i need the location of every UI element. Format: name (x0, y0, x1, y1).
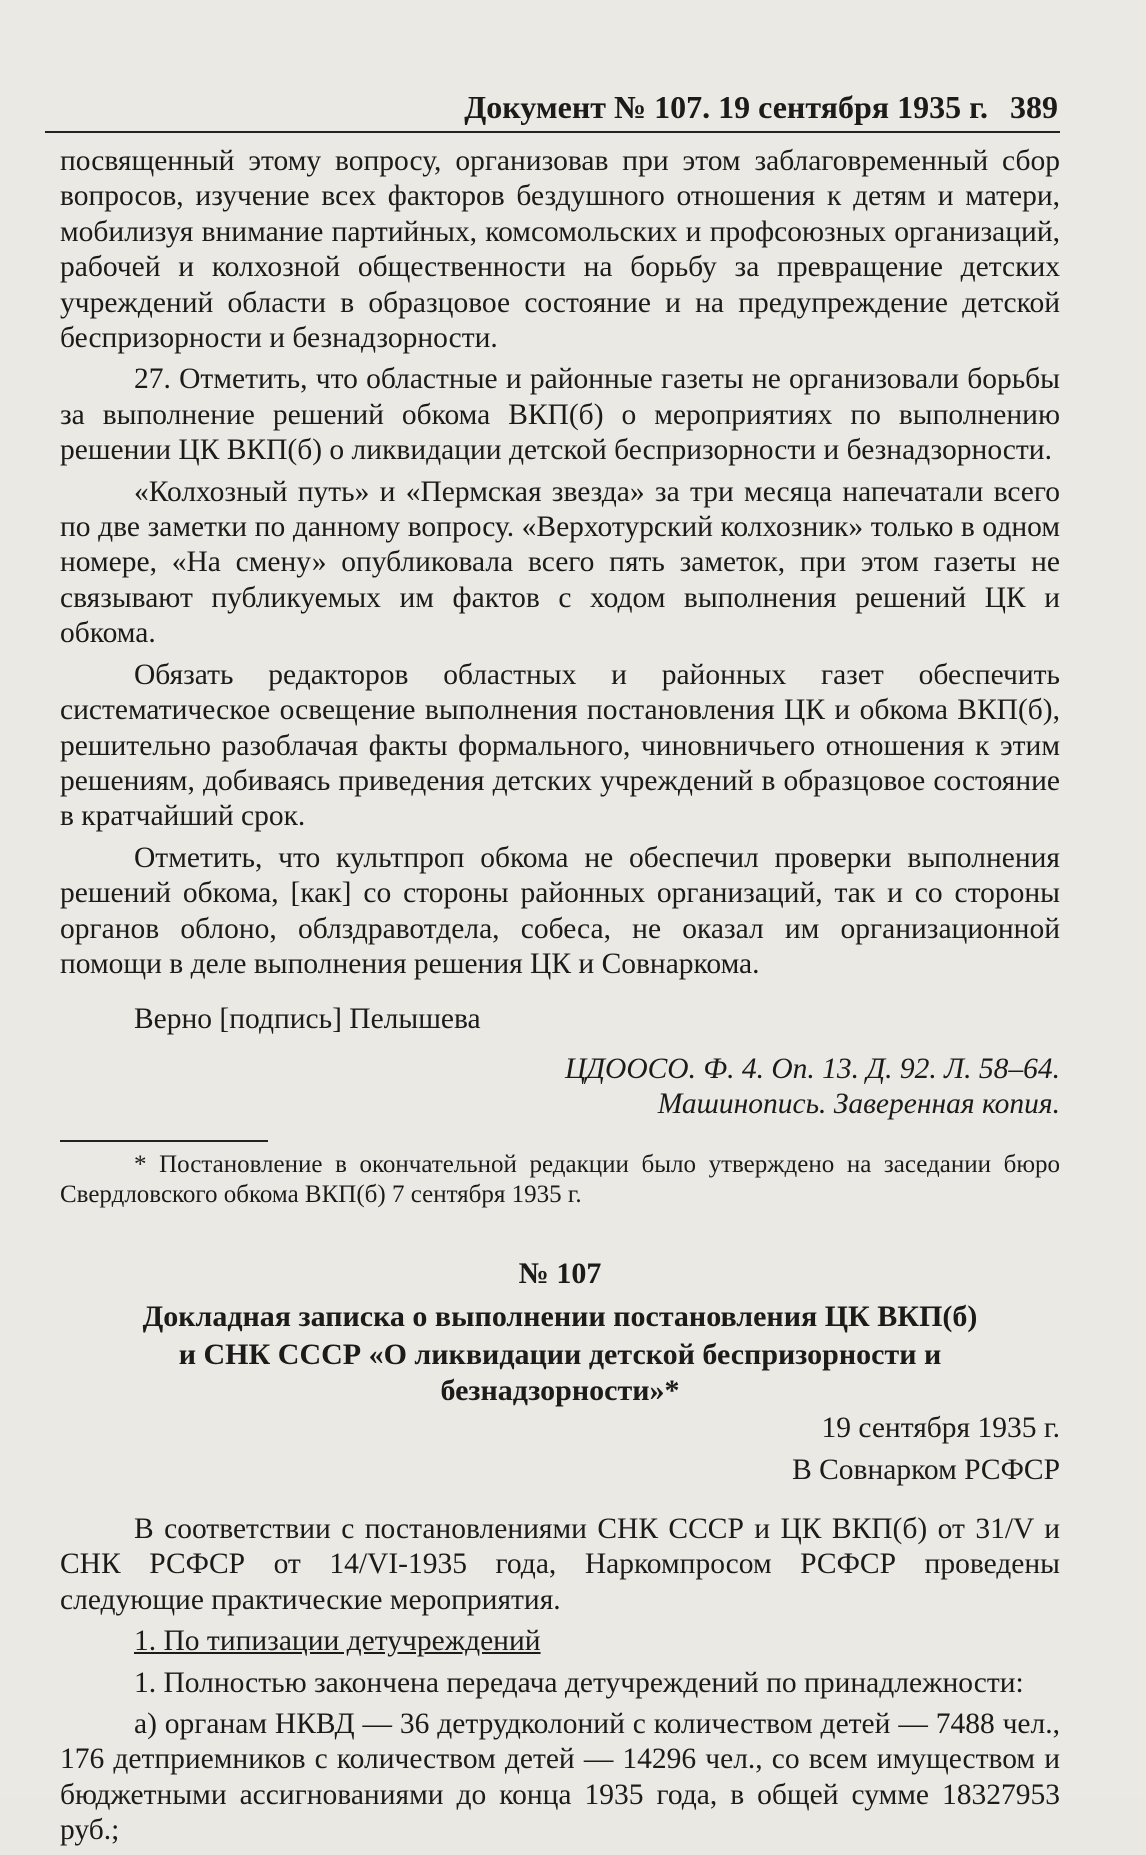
archive-source (60, 1052, 1060, 1122)
main-text (60, 144, 1060, 1855)
section-heading-text: 1. По типизации детучреждений (134, 1625, 541, 1658)
document-date: 19 сентября 1935 г. (821, 1412, 1060, 1445)
source-type: Машинопись. Заверенная копия. (657, 1087, 1060, 1120)
header-rule (45, 131, 1060, 133)
footnote: * Постановление в окончательной редакции было утверждено на заседании бюро Свердловского обкома ВКП(б) 7 сентября 1935 г. (60, 1150, 1060, 1208)
signature-line: Верно [подпись] Пелышева (134, 1003, 481, 1036)
document-title-line-2: и СНК СССР «О ликвидации детской беспризорности и безнадзорности»* (178, 1338, 942, 1408)
document-number: № 107 (518, 1256, 602, 1290)
paragraph: В соответствии с постановлениями СНК СССР и ЦК ВКП(б) от 31/V и СНК РСФСР от 14/VI-1935 года, Наркомпросом РСФСР проведены следующие практические мероприятия. (60, 1512, 1060, 1616)
document-title-line-1: Докладная записка о выполнении постановления ЦК ВКП(б) (142, 1300, 978, 1334)
running-header (58, 88, 1058, 126)
header-title: Документ № 107. 19 сентября 1935 г. (464, 89, 988, 125)
paragraph: 27. Отметить, что областные и районные газеты не организовали борьбы за выполнение решений обкома ВКП(б) о мероприятиях по выполнению решении ЦК ВКП(б) о ликвидации детской беспризорности и безнадзорности. (60, 363, 1060, 467)
page-number: 389 (1010, 89, 1058, 125)
document-addressee: В Совнарком РСФСР (792, 1453, 1060, 1486)
footnote-rule (60, 1140, 268, 1142)
paragraph: а) органам НКВД — 36 детрудколоний с количеством детей — 7488 чел., 176 детприемников с количеством детей — 14296 чел., со всем имуществом и бюджетными ассигнованиями до конца 1935 года, в общей сумме 18327953 руб.; (60, 1708, 1060, 1847)
paragraph: 1. Полностью закончена передача детучреждений по принадлежности: (134, 1666, 1024, 1699)
paragraph: Обязать редакторов областных и районных газет обеспечить систематическое освещение выполнения постановления ЦК и обкома ВКП(б), решительно разоблачая факты формального, чиновничьего отношения к этим решениям, добиваясь приведения детских учреждений в образцовое состояние в кратчайший срок. (60, 658, 1060, 833)
paragraph: «Колхозный путь» и «Пермская звезда» за три месяца напечатали всего по две заметки по данному вопросу. «Верхотурский колхозник» только в одном номере, «На смену» опубликовала всего пять заметок, при этом газеты не связывают публикуемых им фактов с ходом выполнения решений ЦК и обкома. (60, 475, 1060, 650)
paragraph: посвященный этому вопросу, организовав при этом заблаговременный сбор вопросов, изучение всех факторов бездушного отношения к детям и матери, мобилизуя внимание партийных, комсомольских и профсоюзных организаций, рабочей и колхозной общественности на борьбу за превращение детских учреждений области в образцовое состояние и на предупреждение детской беспризорности и безнадзорности. (60, 145, 1060, 355)
source-reference: ЦДООСО. Ф. 4. Оп. 13. Д. 92. Л. 58–64. (564, 1052, 1060, 1085)
paragraph: Отметить, что культпроп обкома не обеспечил проверки выполнения решений обкома, [как] со стороны районных организаций, так и со стороны органов облоно, облздравотдела, собеса, не оказал им организационной помощи в деле выполнения решения ЦК и Совнаркома. (60, 841, 1060, 980)
section-heading (60, 1624, 1060, 1659)
